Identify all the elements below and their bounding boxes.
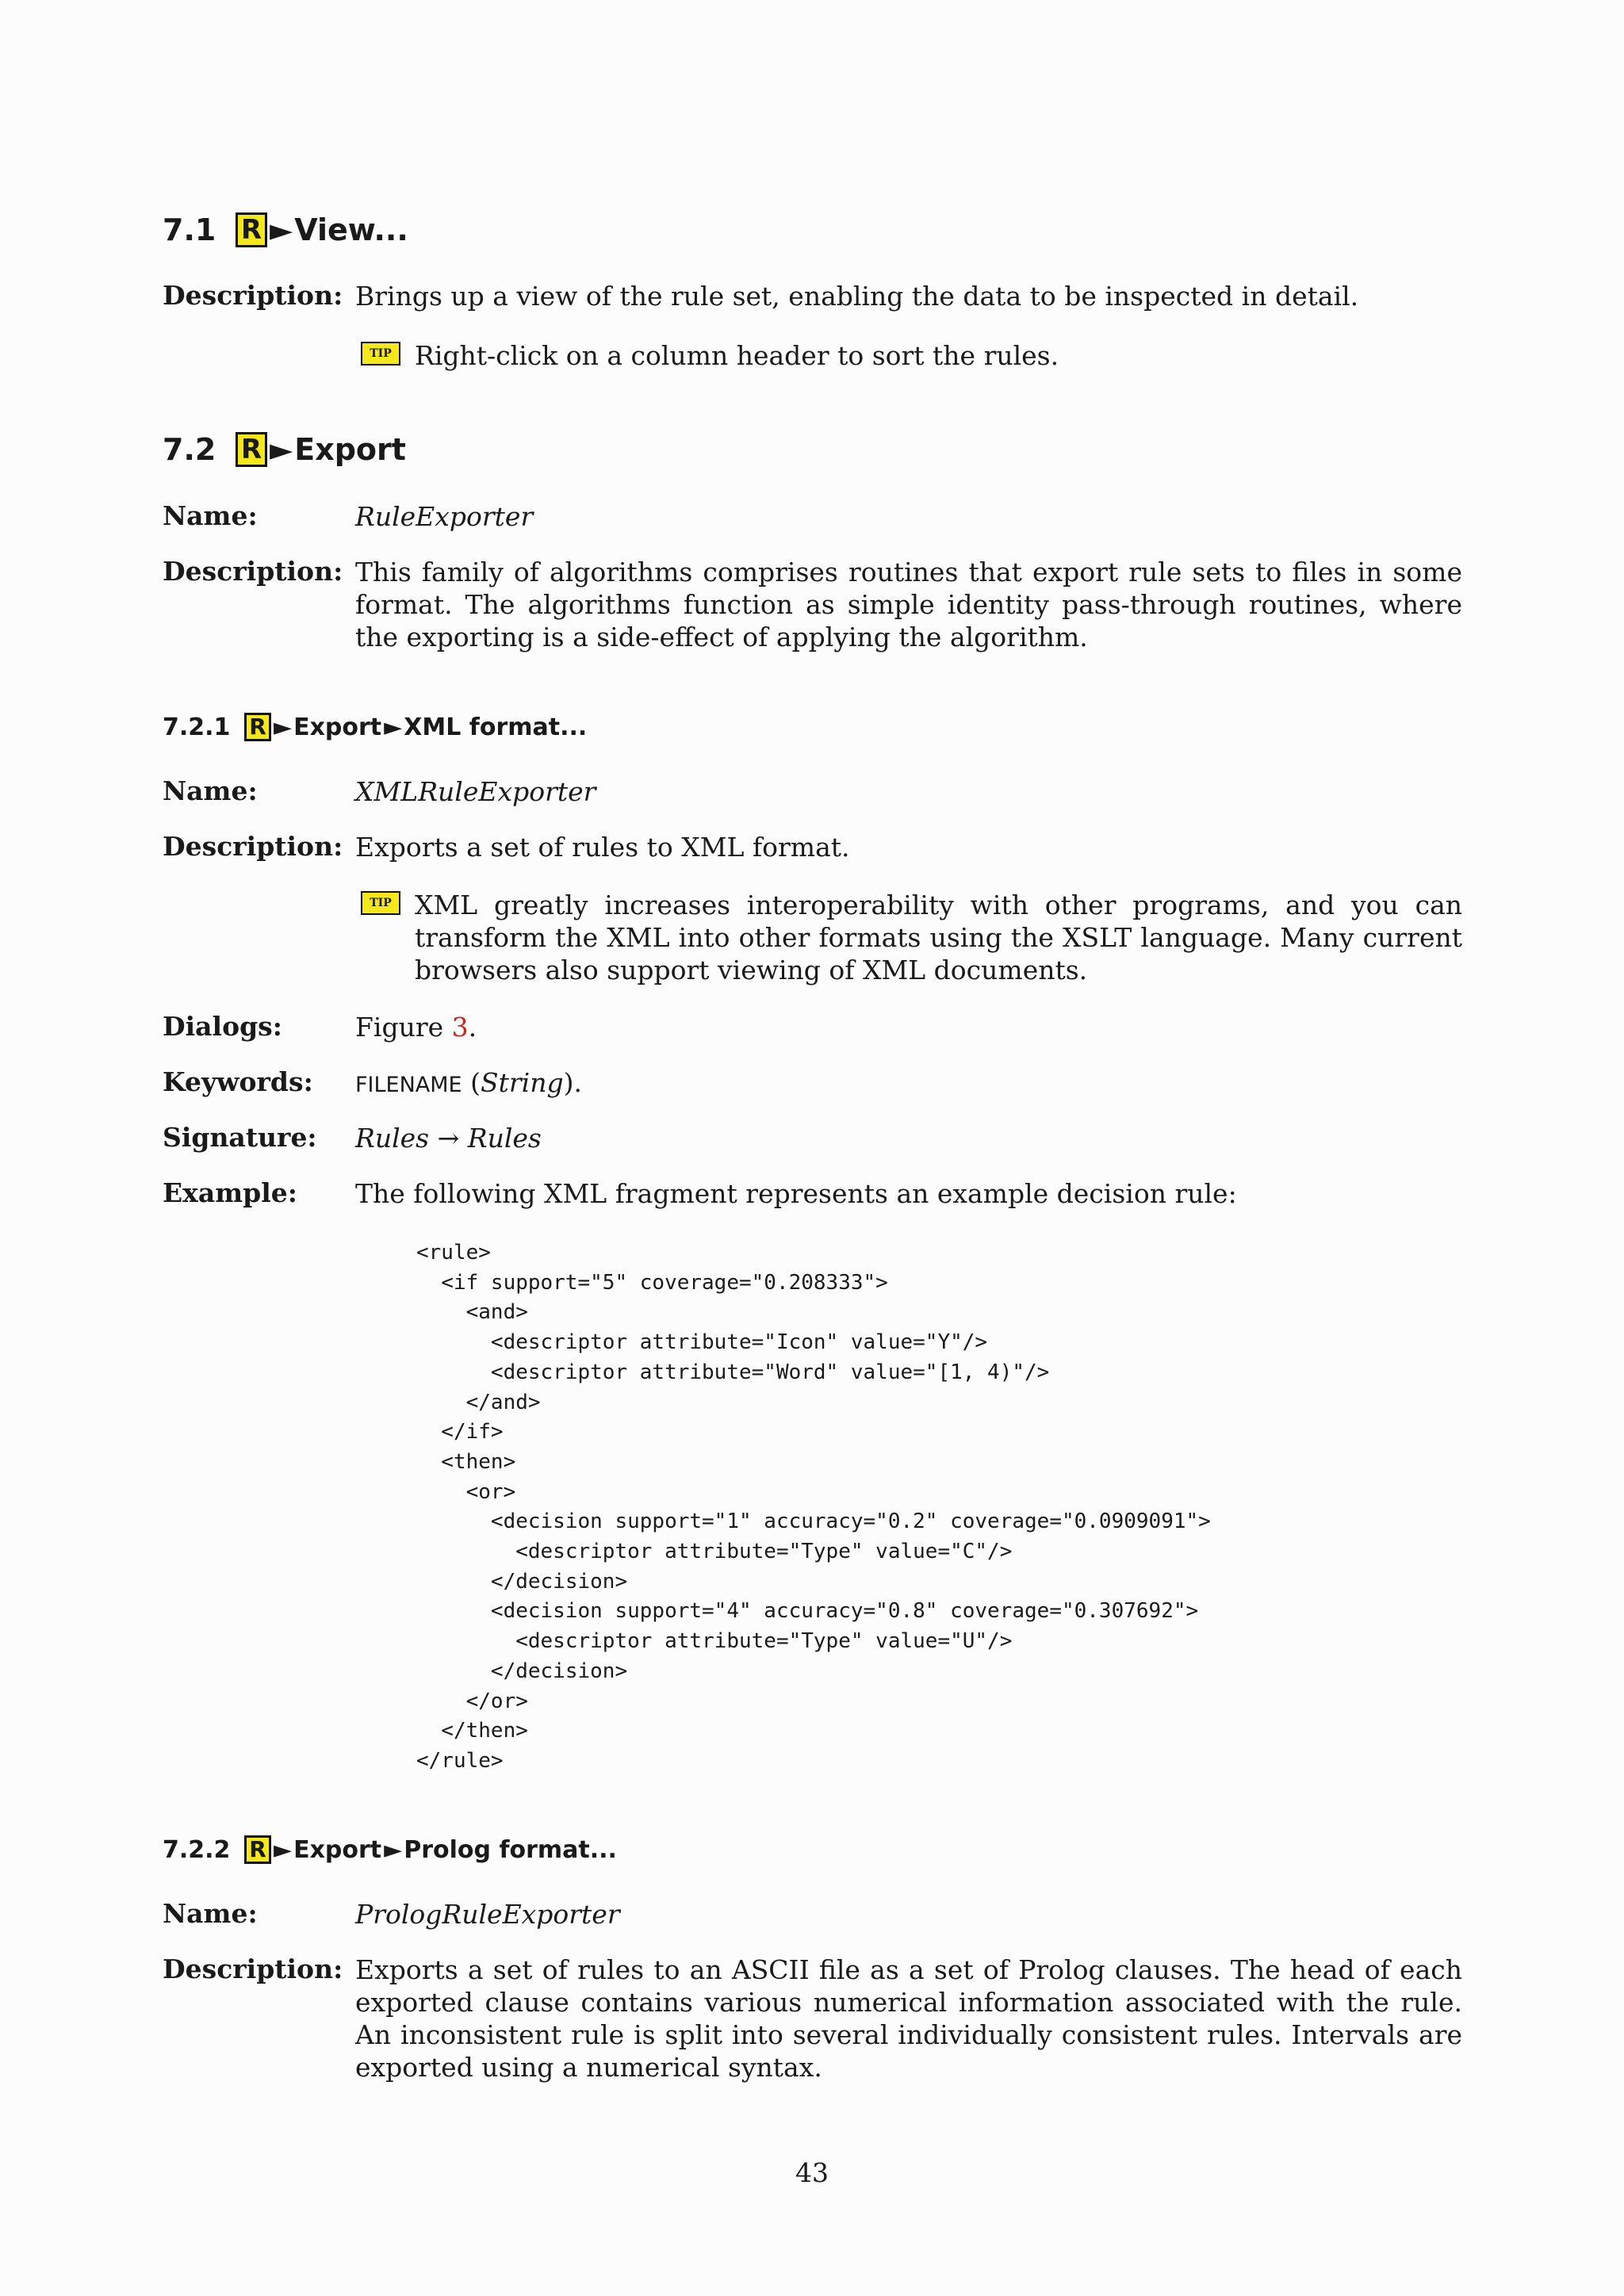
xml-tip: XML greatly increases interoperability with other programs, and you can transform the XML into other formats using the XSLT language. Many current browsers also support viewing of XML documents. [415,890,1462,985]
xml-signature: Rules → Rules [355,1123,542,1154]
dialogs-text: Figure [355,1012,452,1043]
export-description: This family of algorithms comprises routines that export rule sets to files in some format. The algorithms function as simple identity pass-through routines, where the exporting is a side-effect of applying the algorithm. [355,557,1462,652]
section-number: 7.1 [163,212,216,247]
dialogs-end: . [468,1012,477,1043]
xml-name: XMLRuleExporter [355,776,596,807]
rules-icon: R [236,212,267,247]
section-number: 7.2 [163,432,216,467]
name-label: Name: [163,1898,258,1929]
tip-icon: TIP [361,891,400,915]
section-title-part: Export [293,713,382,741]
section-title-part: XML format... [404,713,588,741]
section-heading-7-1 [163,212,408,247]
xml-keywords: FILENAME (String). [355,1067,582,1098]
page-number: 43 [795,2157,829,2188]
arrow-right-icon: ► [384,1835,403,1864]
prolog-name: PrologRuleExporter [355,1899,620,1930]
name-label: Name: [163,500,258,531]
section-title-part: Prolog format... [404,1835,617,1864]
view-description: Brings up a view of the rule set, enabling the data to be inspected in detail. [355,281,1359,312]
keywords-label: Keywords: [163,1066,313,1097]
signature-label: Signature: [163,1122,317,1153]
arrow-right-icon: ► [384,713,403,741]
prolog-description: Exports a set of rules to an ASCII file as a set of Prolog clauses. The head of each exported clause contains various numerical information associated with the rule. An inconsistent rule is split into several individually consistent rules. Intervals are exported using a numerical syntax. [355,1954,1462,2083]
description-label: Description: [163,831,343,862]
xml-dialogs [355,1011,1462,1043]
keyword-type: String [481,1067,564,1098]
section-title-part: Export [293,1835,382,1864]
dialogs-label: Dialogs: [163,1011,282,1042]
xml-example-text: The following XML fragment represents an example decision rule: [355,1178,1237,1209]
arrow-right-icon: ► [274,713,293,741]
export-name: RuleExporter [355,501,534,532]
xml-description: Exports a set of rules to XML format. [355,832,850,863]
description-label: Description: [163,1954,343,1984]
rules-icon: R [244,713,271,741]
description-label: Description: [163,280,343,311]
rules-icon: R [244,1835,271,1864]
section-heading-7-2 [163,432,406,467]
section-heading-7-2-2 [163,1835,617,1864]
tip-icon: TIP [361,342,400,365]
arrow-right-icon: ► [274,1835,293,1864]
name-label: Name: [163,775,258,806]
section-number: 7.2.1 [163,713,231,741]
figure-link[interactable]: 3 [451,1012,469,1043]
xml-code-block: <rule> <if support="5" coverage="0.208333"> <and> <descriptor attribute="Icon" value="Y"/> <descriptor attribute="Word" value="[1, 4)"/> </and> </if> <then> <or> <decision support="1" accuracy="0.2" coverage="0.0909091"> <descriptor attribute="Type" value="C"/> </decision> <decision support="4" accuracy="0.8" coverage="0.307692"> <descriptor attribute="Type" value="U"/> </decision> </or> </then> </rule> [416,1241,1211,1773]
section-heading-7-2-1 [163,713,587,741]
arrow-right-icon: ► [270,432,293,467]
view-tip: Right-click on a column header to sort the rules. [415,340,1059,371]
section-title: Export [294,432,406,467]
section-title: View... [294,212,408,247]
keyword: FILENAME [355,1073,462,1097]
arrow-right-icon: ► [270,212,293,247]
section-number: 7.2.2 [163,1835,231,1864]
example-label: Example: [163,1177,297,1208]
rules-icon: R [236,432,267,467]
description-label: Description: [163,556,343,587]
